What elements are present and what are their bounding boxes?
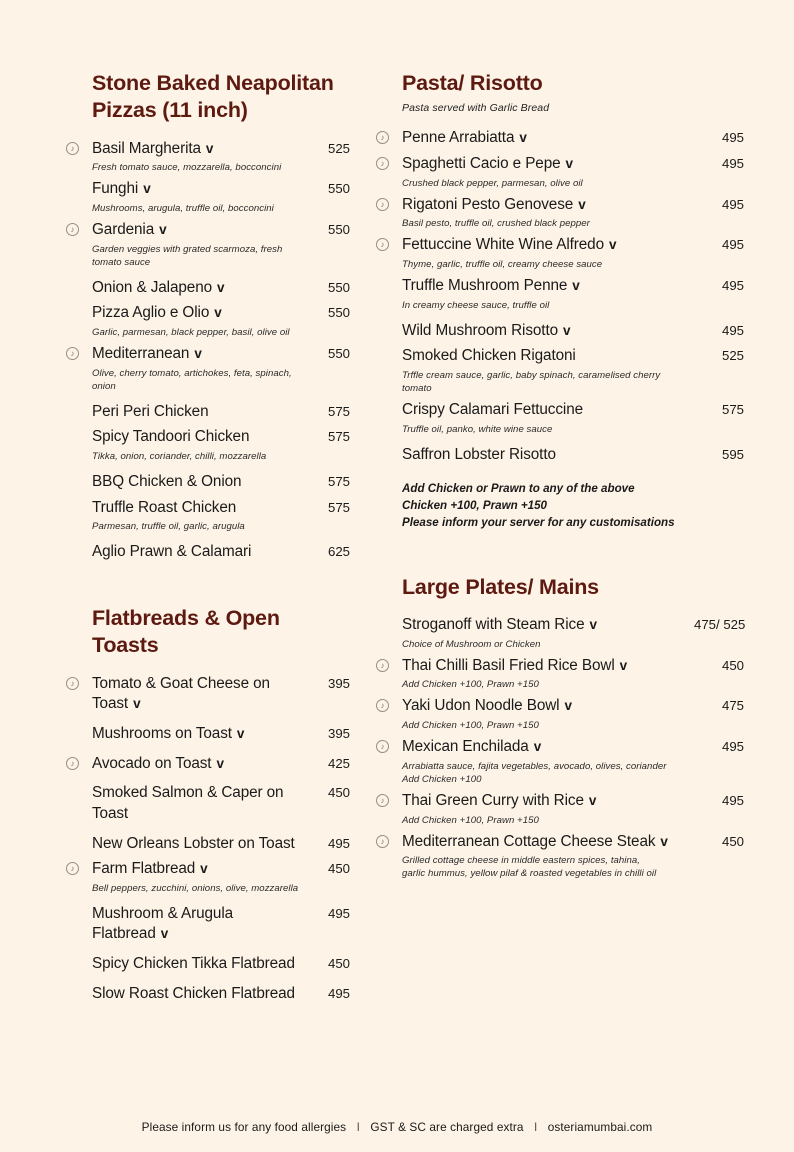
menu-item-price: 495	[327, 835, 350, 851]
menu-item-name: Onion & Jalapeno v	[92, 278, 225, 296]
menu-item-price: 595	[721, 446, 744, 462]
menu-item[interactable]	[62, 472, 350, 493]
menu-item-main	[92, 859, 304, 895]
menu-item[interactable]	[372, 737, 744, 786]
menu-item[interactable]	[62, 542, 350, 563]
menu-item-name: Mushroom & Arugula Flatbread v	[92, 904, 234, 943]
vegetarian-marker-icon: v	[588, 792, 597, 808]
signature-badge-icon: ♪	[376, 238, 389, 251]
menu-item[interactable]	[62, 278, 350, 299]
menu-columns	[0, 70, 794, 1004]
menu-item[interactable]	[62, 179, 350, 215]
vegetarian-marker-icon: v	[133, 696, 141, 712]
menu-item-price: 495	[721, 130, 744, 146]
signature-badge-icon: ♪	[376, 794, 389, 807]
section-title: Flatbreads & Open Toasts	[92, 606, 280, 658]
menu-item-main	[402, 346, 686, 395]
menu-item-price: 550	[327, 221, 350, 237]
menu-item-price: 495	[327, 905, 350, 921]
vegetarian-marker-icon: v	[609, 237, 617, 253]
menu-item-name: Smoked Chicken Rigatoni	[402, 347, 576, 365]
menu-item-description: Choice of Mushroom or Chicken	[402, 638, 541, 650]
menu-item-list	[372, 615, 744, 880]
menu-item[interactable]	[372, 656, 744, 692]
menu-item-main	[92, 139, 304, 175]
menu-item-price: 575	[327, 499, 350, 515]
menu-item-main	[92, 834, 304, 855]
menu-item-description: Add Chicken +100, Prawn +150	[402, 814, 539, 826]
menu-item[interactable]	[62, 344, 350, 393]
menu-item-price: 575	[327, 474, 350, 490]
menu-item[interactable]	[62, 754, 350, 775]
vegetarian-marker-icon: v	[533, 739, 542, 755]
menu-item-name: Spicy Tandoori Chicken	[92, 428, 250, 446]
menu-item-name: Mushrooms on Toast v	[92, 724, 245, 742]
menu-item[interactable]	[372, 400, 744, 436]
menu-item-name: Smoked Salmon & Caper on Toast	[92, 784, 284, 822]
menu-item-list	[372, 128, 744, 465]
vegetarian-marker-icon: v	[660, 833, 668, 849]
menu-item[interactable]	[62, 674, 350, 715]
vegetarian-marker-icon: v	[572, 278, 580, 293]
menu-item-name: Mediterranean Cottage Cheese Steak v	[402, 832, 668, 850]
menu-item-price: 395	[327, 725, 350, 741]
menu-item-main	[92, 278, 304, 299]
signature-badge-icon: ♪	[376, 699, 389, 712]
menu-item[interactable]	[372, 791, 744, 827]
signature-badge-icon: ♪	[376, 835, 389, 848]
vegetarian-marker-icon: v	[519, 130, 527, 146]
menu-item[interactable]	[372, 128, 744, 149]
vegetarian-marker-icon: v	[619, 657, 628, 673]
signature-badge-icon: ♪	[376, 659, 389, 672]
menu-item-name: BBQ Chicken & Onion	[92, 473, 242, 491]
menu-item-price: 475	[721, 698, 744, 714]
footer-allergies: Please inform us for any food allergies	[141, 1120, 347, 1134]
menu-item[interactable]	[62, 498, 350, 534]
menu-item-price: 495	[721, 155, 744, 171]
menu-item-description: Bell peppers, zucchini, onions, olive, mozzarella	[92, 882, 299, 894]
menu-item-price: 450	[721, 833, 744, 849]
menu-item-price: 525	[721, 348, 744, 364]
menu-item[interactable]	[372, 696, 744, 732]
menu-item-main	[92, 344, 304, 393]
menu-item-main	[402, 615, 686, 651]
menu-item-description: Tikka, onion, coriander, chilli, mozzarella	[92, 451, 267, 463]
footer-tax: GST & SC are charged extra	[370, 1120, 524, 1134]
vegetarian-marker-icon: v	[565, 155, 574, 171]
menu-column-left	[0, 70, 372, 1004]
menu-item-main	[402, 696, 686, 732]
menu-item-name: Thai Green Curry with Rice v	[402, 791, 597, 809]
menu-item-name: Yaki Udon Noodle Bowl v	[402, 697, 572, 715]
menu-item[interactable]	[62, 220, 350, 269]
menu-item-price: 495	[721, 196, 744, 212]
signature-badge-icon: ♪	[66, 862, 79, 875]
signature-badge-icon: ♪	[376, 740, 389, 753]
menu-item-price: 575	[327, 403, 350, 419]
menu-item-description: Add Chicken +100, Prawn +150	[402, 720, 539, 732]
signature-badge-icon: ♪	[66, 142, 79, 155]
menu-item[interactable]	[372, 195, 744, 231]
menu-item-main	[92, 427, 304, 463]
menu-item-price: 450	[327, 956, 350, 972]
menu-item[interactable]	[62, 834, 350, 855]
vegetarian-marker-icon: v	[143, 181, 151, 197]
menu-item-name: Crispy Calamari Fettuccine	[402, 401, 584, 419]
menu-item-main	[402, 791, 686, 827]
menu-item[interactable]	[372, 235, 744, 271]
menu-item-name: Rigatoni Pesto Genovese v	[402, 195, 586, 213]
menu-item-main	[402, 445, 686, 466]
vegetarian-marker-icon: v	[214, 305, 222, 321]
section-spacer	[372, 532, 744, 574]
menu-item-name: Slow Roast Chicken Flatbread	[92, 984, 295, 1002]
menu-item-description: Add Chicken +100, Prawn +150	[402, 679, 539, 691]
section-note: Add Chicken or Prawn to any of the above Chicken +100, Prawn +150 Please inform your server for any customisations	[402, 482, 675, 529]
vegetarian-marker-icon: v	[205, 140, 214, 156]
vegetarian-marker-icon: v	[564, 698, 572, 714]
menu-item[interactable]	[62, 984, 350, 1005]
menu-item-name: Truffle Mushroom Penne v	[402, 277, 580, 294]
section-spacer	[62, 563, 350, 605]
menu-item-main	[402, 154, 686, 190]
signature-badge-icon: ♪	[376, 157, 389, 170]
footer-separator-1: I	[356, 1120, 360, 1134]
menu-item-name: Fettuccine White Wine Alfredo v	[402, 236, 617, 254]
menu-item[interactable]	[62, 859, 350, 895]
menu-item[interactable]	[372, 346, 744, 395]
menu-item-price: 450	[327, 785, 350, 801]
menu-item-name: Peri Peri Chicken	[92, 402, 209, 420]
menu-item-list	[62, 674, 350, 1005]
menu-item-name: Aglio Prawn & Calamari	[92, 543, 252, 561]
menu-item[interactable]	[62, 427, 350, 463]
menu-column-right	[372, 70, 794, 1004]
menu-item-name: Wild Mushroom Risotto v	[402, 321, 571, 339]
menu-item-main	[92, 724, 304, 745]
menu-item-description: Arrabiatta sauce, fajita vegetables, avocado, olives, coriander Add Chicken +100	[402, 760, 667, 785]
signature-badge-icon: ♪	[66, 223, 79, 236]
vegetarian-marker-icon: v	[236, 725, 245, 741]
menu-item-main	[92, 783, 304, 824]
footer-separator-2: I	[533, 1120, 538, 1134]
menu-item-price: 450	[721, 657, 744, 673]
menu-item-main	[402, 321, 686, 342]
menu-item-price: 495	[721, 278, 744, 293]
menu-item-name: Funghi v	[92, 180, 151, 198]
menu-item[interactable]	[62, 139, 350, 175]
menu-item-price: 495	[721, 237, 744, 253]
menu-item-price: 495	[327, 985, 350, 1001]
menu-item-description: Crushed black pepper, parmesan, olive oil	[402, 177, 583, 189]
menu-item-name: Basil Margherita v	[92, 139, 214, 157]
menu-item-name: Penne Arrabiatta v	[402, 129, 527, 147]
section-subtitle: Pasta served with Garlic Bread	[402, 102, 550, 115]
menu-item[interactable]	[62, 303, 350, 339]
menu-item-name: Saffron Lobster Risotto	[402, 445, 556, 463]
vegetarian-marker-icon: v	[159, 221, 167, 237]
menu-item[interactable]	[372, 321, 744, 342]
vegetarian-marker-icon: v	[578, 196, 586, 212]
menu-item-description: Garlic, parmesan, black pepper, basil, olive oil	[92, 326, 290, 338]
menu-item[interactable]	[62, 402, 350, 423]
menu-footer	[0, 1120, 794, 1134]
menu-item-main	[402, 737, 686, 786]
menu-item-main	[92, 542, 304, 563]
menu-item-description: Truffle oil, panko, white wine sauce	[402, 423, 553, 435]
menu-item-description: Grilled cottage cheese in middle eastern spices, tahina, garlic hummus, yellow pilaf & roasted vegetables in chilli oil	[402, 855, 657, 880]
menu-item[interactable]	[62, 783, 350, 824]
menu-item[interactable]	[62, 954, 350, 975]
menu-item-main	[92, 179, 304, 215]
section-title: Pasta/ Risotto	[402, 71, 543, 95]
menu-item[interactable]	[372, 615, 744, 651]
menu-item-main	[92, 954, 304, 975]
menu-item-price: 550	[327, 305, 350, 321]
menu-item-main	[92, 904, 304, 945]
section-title: Large Plates/ Mains	[402, 574, 599, 599]
menu-item-main	[92, 984, 304, 1005]
menu-item-name: Pizza Aglio e Olio v	[92, 304, 222, 322]
vegetarian-marker-icon: v	[563, 322, 571, 338]
menu-item-name: Thai Chilli Basil Fried Rice Bowl v	[402, 656, 628, 674]
signature-badge-icon: ♪	[376, 131, 389, 144]
signature-badge-icon: ♪	[376, 198, 389, 211]
menu-item-main	[92, 674, 304, 715]
menu-item-price: 495	[721, 739, 744, 755]
menu-item-main	[402, 276, 686, 312]
vegetarian-marker-icon: v	[200, 861, 208, 877]
menu-item[interactable]	[62, 724, 350, 745]
menu-item-description: Trffle cream sauce, garlic, baby spinach, caramelised cherry tomato	[402, 369, 661, 395]
menu-item-description: Parmesan, truffle oil, garlic, arugula	[92, 521, 245, 533]
menu-item-name: Spicy Chicken Tikka Flatbread	[92, 955, 295, 973]
menu-item-main	[92, 220, 304, 269]
menu-item-price: 550	[327, 181, 350, 197]
menu-item-description: Mushrooms, arugula, truffle oil, bocconcini	[92, 202, 274, 214]
menu-item[interactable]	[372, 154, 744, 190]
menu-item-price: 575	[327, 429, 350, 445]
menu-item-main	[92, 402, 304, 423]
menu-item-price: 395	[327, 675, 350, 691]
menu-item-main	[92, 472, 304, 493]
menu-item-description: Garden veggies with grated scarmoza, fresh tomato sauce	[92, 243, 283, 268]
menu-item-price: 550	[327, 346, 350, 362]
menu-item[interactable]	[372, 832, 744, 881]
section-title: Stone Baked Neapolitan Pizzas (11 inch)	[92, 71, 334, 123]
menu-item-main	[92, 754, 304, 775]
menu-item-name: Mediterranean v	[92, 345, 202, 363]
menu-item-price: 625	[327, 544, 350, 560]
menu-item[interactable]	[372, 276, 744, 312]
menu-item-main	[402, 832, 686, 881]
menu-item-name: Avocado on Toast v	[92, 754, 224, 772]
menu-item-main	[402, 656, 686, 692]
menu-item-name: New Orleans Lobster on Toast	[92, 834, 295, 852]
menu-item-description: Olive, cherry tomato, artichokes, feta, spinach, onion	[92, 367, 292, 392]
menu-item-main	[402, 128, 686, 149]
menu-item-main	[92, 498, 304, 534]
menu-item-price: 450	[327, 861, 350, 877]
menu-item-price: 495	[721, 322, 744, 338]
signature-badge-icon: ♪	[66, 347, 79, 360]
menu-item-main	[402, 400, 686, 436]
vegetarian-marker-icon: v	[217, 279, 225, 295]
menu-item[interactable]	[62, 904, 350, 945]
menu-item-price: 550	[327, 279, 350, 295]
menu-item-price: 495	[721, 792, 744, 808]
menu-item-main	[92, 303, 304, 339]
menu-item-price: 425	[327, 755, 350, 771]
menu-item-main	[402, 235, 686, 271]
menu-item-main	[402, 195, 686, 231]
menu-item-name: Mexican Enchilada v	[402, 738, 542, 756]
vegetarian-marker-icon: v	[589, 617, 597, 633]
menu-item-name: Farm Flatbread v	[92, 860, 208, 878]
menu-item-name: Stroganoff with Steam Rice v	[402, 616, 597, 634]
vegetarian-marker-icon: v	[160, 926, 169, 942]
menu-item-description: Basil pesto, truffle oil, crushed black pepper	[402, 218, 590, 230]
menu-item-description: Fresh tomato sauce, mozzarella, bocconcini	[92, 162, 282, 174]
menu-item-name: Tomato & Goat Cheese on Toast v	[92, 674, 270, 713]
menu-item-list	[62, 139, 350, 563]
menu-item[interactable]	[372, 445, 744, 466]
menu-item-description: In creamy cheese sauce, truffle oil	[402, 299, 550, 311]
menu-item-name: Truffle Roast Chicken	[92, 498, 237, 516]
menu-item-description: Thyme, garlic, truffle oil, creamy cheese sauce	[402, 258, 603, 270]
signature-badge-icon: ♪	[66, 757, 79, 770]
menu-item-price: 575	[721, 402, 744, 418]
footer-website[interactable]: osteriamumbai.com	[547, 1120, 653, 1134]
menu-item-name: Spaghetti Cacio e Pepe v	[402, 154, 574, 172]
menu-item-price: 525	[327, 140, 350, 156]
vegetarian-marker-icon: v	[216, 755, 224, 771]
vegetarian-marker-icon: v	[194, 346, 202, 362]
signature-badge-icon: ♪	[66, 677, 79, 690]
menu-item-price: 475/ 525	[694, 617, 746, 633]
menu-item-name: Gardenia v	[92, 220, 167, 238]
